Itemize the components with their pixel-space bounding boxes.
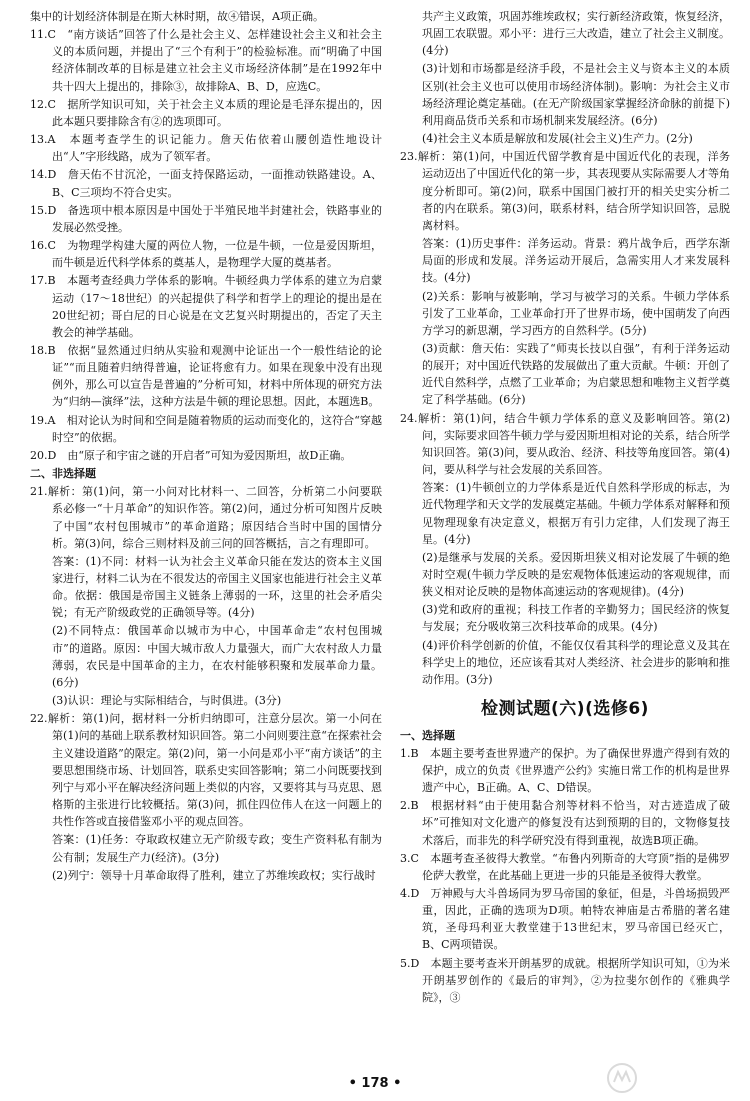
answer-text: (3)贡献：詹天佑：实践了“师夷长技以自强”，有利于洋务运动的展开；对中国近代铁路的发展做出了重大贡献。牛顿：开创了近代自然科学，点燃了工业革命；为启蒙思想和唯物主义哲学奠定了科学基础。(6分)	[422, 341, 730, 407]
section-title: 检测试题(六)(选修6)	[481, 699, 649, 720]
answer-text: (4)社会主义本质是解放和发展(社会主义)生产力。(2分)	[422, 132, 693, 146]
answer-text: (3)认识：理论与实际相结合，与时俱进。(3分)	[52, 694, 282, 708]
answer-item: 23.解析：第(1)问，中国近代留学教育是中国近代化的表现，洋务运动迈出了中国近代化的第一步，其表现要从实际需要人才等角度分析即可。第(2)问，联系中国国门被打开的相关史实分析二者的内在联系。第(3)问，联系材料，结合所学知识回答，忌脱离材料。	[400, 150, 730, 232]
left-column	[30, 8, 382, 885]
answer-item: 13.A 本题考查学生的识记能力。詹天佑依着山腰创造性地设计出“人”字形线路，成为了领军者。	[30, 133, 382, 164]
answer-text: (2)关系：影响与被影响，学习与被学习的关系。牛顿力学体系引发了工业革命，工业革命打开了世界市场，使中国萌发了向西方学习的新思潮，学习西方的自然科学。(5分)	[422, 289, 730, 337]
answer-text: (2)列宁：领导十月革命取得了胜利，建立了苏维埃政权；实行战时	[52, 868, 376, 882]
watermark-logo	[602, 1060, 732, 1096]
answer-item: 19.A 相对论认为时间和空间是随着物质的运动而变化的，这符合“穿越时空”的依据。	[30, 413, 382, 444]
answer-text: (2)不同特点：俄国革命以城市为中心，中国革命走“农村包围城市”的道路。原因：中国大城市敌人力量强大，而广大农村敌人力量薄弱，农民是中国革命的主力，在农村能够积聚和发展革命力量。(6分)	[52, 624, 382, 689]
answer-item: 20.D 由“原子和宇宙之谜的开启者”可知为爱因斯坦，故D正确。	[30, 448, 352, 462]
answer-item: 4.D 万神殿与大斗兽场同为罗马帝国的象征，但是，斗兽场损毁严重，因此，正确的选项为D项。帕特农神庙是古希腊的著名建筑，圣母玛利亚大教堂建于13世纪末，罗马帝国已经灭亡，B、C两项错误。	[400, 887, 730, 952]
answer-text: (3)党和政府的重视；科技工作者的辛勤努力；国民经济的恢复与发展；充分吸收第三次科技革命的成果。(4分)	[422, 603, 730, 634]
section-heading: 二、非选择题	[30, 467, 96, 481]
answer-item: 15.D 备选项中根本原因是中国处于半殖民地半封建社会，铁路事业的发展必然受挫。	[30, 203, 382, 234]
answer-item: 24.解析：第(1)问，结合牛顿力学体系的意义及影响回答。第(2)问，实际要求回答牛顿力学与爱因斯坦相对论的关系，结合所学知识回答。第(3)问，要从政治、经济、科技等角度回答。第(4)问，要从科学与社会发展的关系回答。	[400, 411, 730, 477]
answer-item: 3.C 本题考查圣彼得大教堂。“布鲁内列斯奇的大穹顶”指的是佛罗伦萨大教堂，在此基础上更进一步的只能是圣彼得大教堂。	[400, 851, 730, 882]
answer-item: 17.B 本题考查经典力学体系的影响。牛顿经典力学体系的建立为启蒙运动（17～18世纪）的兴起提供了科学和哲学上的理论的提出是在20世纪初；哥白尼的日心说是在文艺复兴时期提出的，否定了天主教会的神学基础。	[30, 274, 382, 339]
answer-item: 1.B 本题主要考查世界遗产的保护。为了确保世界遗产得到有效的保护，成立的负责《世界遗产公约》实施日常工作的机构是世界遗产中心，B正确。A、C、D错误。	[400, 746, 730, 795]
answer-item: 2.B 根据材料“由于使用黏合剂等材料不恰当，对古迹造成了破坏”可推知对文化遗产的修复没有达到预期的目的，文物修复技术落后，而非先的科学研究没有得到重视，故选B项正确。	[400, 799, 730, 847]
answer-item: 5.D 本题主要考查米开朗基罗的成就。根据所学知识可知，①为米开朗基罗创作的《最后的审判》，②为拉斐尔创作的《雅典学院》，③	[400, 956, 730, 1004]
watermark-icon	[602, 1060, 732, 1096]
answer-text: 共产主义政策，巩固苏维埃政权；实行新经济政策，恢复经济，巩固工农联盟。邓小平：进行三大改造，建立了社会主义制度。(4分)	[422, 10, 730, 58]
answer-item: 16.C 为物理学构建大厦的两位人物，一位是牛顿，一位是爱因斯坦，而牛顿是近代科学体系的奠基人，是物理学大厦的奠基者。	[30, 239, 382, 270]
answer-text: 答案：(1)牛顿创立的力学体系是近代自然科学形成的标志，为近代物理学和天文学的发展奠定基础。牛顿力学体系对解释和预见物理现象有决定意义，根据万有引力定律，人们发现了海王星。(4分)	[422, 481, 730, 546]
answer-text: 答案：(1)任务：夺取政权建立无产阶级专政；变生产资料私有制为公有制；发展生产力(经济)。(3分)	[52, 833, 382, 864]
answer-text: (3)计划和市场都是经济手段，不是社会主义与资本主义的本质区别(社会主义也可以使用市场经济体制)。影响：为社会主义市场经济理论奠定基础。(在无产阶级国家掌握经济命脉的前提下)利用商品货币关系和市场机制来发展经济。(6分)	[422, 62, 730, 127]
answer-item: 18.B 依据“显然通过归纳从实验和观测中论证出一个一般性结论的论证”“而且随着归纳得普遍，论证将愈有力。如果在现象中没有出现例外，那么可以宣告是普遍的”分析可知，材料中所体现的研究方法为“归纳—演绎”法，这种方法是牛顿的理论思想。因此，本题选B。	[30, 343, 382, 409]
answer-item: 12.C 据所学知识可知，关于社会主义本质的理论是毛泽东提出的，因此本题只要排除含有②的选项即可。	[30, 97, 382, 128]
answer-item: 22.解析：第(1)问，据材料一分析归纳即可，注意分层次。第一小问在第(1)问的基础上联系教材知识回答。第二小问则要注意“在探索社会主义建设道路”的限定。第(2)问，第一小问是邓小平“南方谈话”的主要思想围绕市场、计划回答，联系史实回答影响；第二小问既要找到列宁与邓小平在解决经济问题上类似的内容，又要将其与马克思、恩格斯的主张进行比较概括。第(3)问，抓住四位伟人在这一问题上的共性作答或直接借鉴邓小平的观点回答。	[30, 712, 382, 829]
answer-text: 答案：(1)不同：材料一认为社会主义革命只能在发达的资本主义国家进行，材料二认为在不很发达的帝国主义国家也能进行社会主义革命。依据：俄国是帝国主义链条上薄弱的一环，这里的社会矛盾尖锐；有无产阶级政党的正确领导等。(4分)	[52, 554, 382, 620]
answer-text: (4)评价科学创新的价值，不能仅仅看其科学的理论意义及其在科学史上的地位，还应该看其对人类经济、社会进步的影响和推动作用。(3分)	[422, 638, 730, 686]
answer-item: 11.C “南方谈话”回答了什么是社会主义、怎样建设社会主义和社会主义的本质问题，并提出了“三个有利于”的检验标准。而“明确了中国经济体制改革的目标是建立社会主义市场经济体制”是在1992年中共十四大上提出的，排除③，故排除A、B、D，应选C。	[30, 28, 382, 93]
paragraph: 集中的计划经济体制是在斯大林时期，故④错误，A项正确。	[30, 10, 324, 23]
answer-text: 答案：(1)历史事件：洋务运动。背景：鸦片战争后，西学东渐局面的形成和发展。洋务运动开展后，急需实用人才来发展科技。(4分)	[422, 237, 730, 285]
section-heading: 一、选择题	[400, 728, 455, 742]
right-column	[400, 8, 730, 1007]
page-number: • 178 •	[348, 1076, 402, 1091]
answer-text: (2)是继承与发展的关系。爱因斯坦狭义相对论发展了牛顿的绝对时空观(牛顿力学反映的是宏观物体低速运动的客观规律，而狭义相对论反映的是物体高速运动的客观规律)。(4分)	[422, 550, 730, 599]
answer-item: 21.解析：第(1)问，第一小问对比材料一、二回答，分析第二小问要联系必修一“十月革命”的知识作答。第(2)问，通过分析可知图片反映了中国“农村包围城市”的革命道路；原因结合当时中国的国情分析。第(3)问，综合三则材料及前三问的回答概括，言之有理即可。	[30, 485, 382, 550]
answer-item: 14.D 詹天佑不甘沉沦，一面支持保路运动，一面推动铁路建设。A、B、C三项均不符合史实。	[30, 168, 382, 199]
